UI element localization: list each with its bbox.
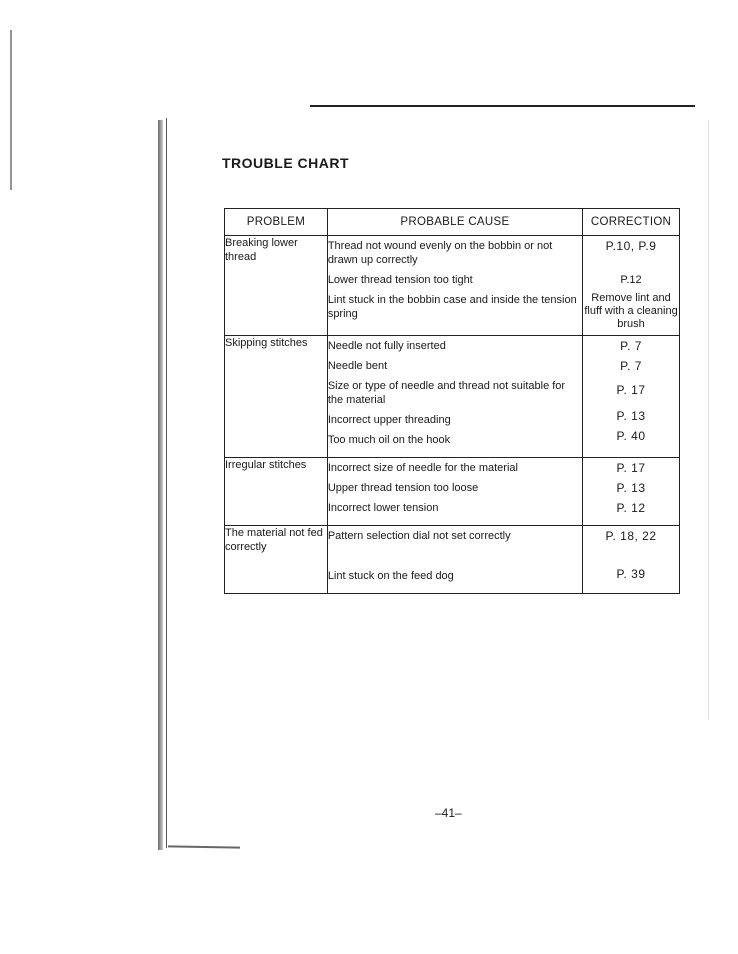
correction-cell (583, 526, 680, 594)
table-row (225, 236, 680, 336)
table-header-row (225, 209, 680, 236)
scan-artifact (10, 30, 12, 190)
cause-text: Size or type of needle and thread not suitable for the material (327, 380, 566, 406)
table-row (225, 336, 680, 458)
header-problem: PROBLEM (225, 209, 328, 236)
correction-text: P. 18, 22 (605, 529, 657, 543)
problem-cell: Irregular stitches (225, 458, 328, 526)
cause-text: Thread not wound evenly on the bobbin or not drawn up correctly (327, 240, 553, 266)
cause-text: Incorrect lower tension (327, 502, 439, 514)
cause-text: Upper thread tension too loose (327, 482, 479, 494)
top-rule (310, 105, 695, 107)
page-title: TROUBLE CHART (222, 155, 350, 171)
page-number: –41– (435, 806, 462, 820)
scan-binding-line (166, 118, 167, 848)
scan-binding-shadow (158, 120, 163, 850)
cause-text: Lower thread tension too tight (327, 274, 473, 286)
scan-artifact (708, 120, 709, 720)
cause-text: Too much oil on the hook (327, 434, 451, 446)
correction-text: Remove lint and fluff with a cleaning brush (584, 292, 678, 330)
cause-text: Incorrect upper threading (327, 414, 451, 426)
problem-cell: The material not fed correctly (225, 526, 328, 594)
correction-text: P. 17 (616, 383, 646, 397)
trouble-chart-table (224, 208, 680, 594)
cause-text: Needle bent (327, 360, 388, 372)
cause-text: Lint stuck in the bobbin case and inside the tension spring (327, 294, 577, 320)
cause-cell (327, 236, 582, 336)
correction-text: P. 13 (616, 409, 646, 423)
correction-cell (583, 458, 680, 526)
correction-cell (583, 236, 680, 336)
cause-text: Needle not fully inserted (327, 340, 446, 352)
header-correction: CORRECTION (583, 209, 680, 236)
scan-artifact (168, 845, 240, 848)
cause-cell (327, 458, 582, 526)
cause-text: Pattern selection dial not set correctly (327, 530, 511, 542)
table-row (225, 526, 680, 594)
correction-text: P. 13 (616, 481, 646, 495)
correction-text: P. 39 (616, 567, 646, 581)
correction-text: P. 40 (616, 429, 646, 443)
correction-cell (583, 336, 680, 458)
correction-text: P.12 (620, 274, 642, 286)
correction-text: P. 7 (620, 359, 642, 373)
table-row (225, 458, 680, 526)
cause-cell (327, 336, 582, 458)
correction-text: P. 7 (620, 339, 642, 353)
cause-cell (327, 526, 582, 594)
correction-text: P. 17 (616, 461, 646, 475)
correction-text: P. 12 (616, 501, 646, 515)
header-probable-cause: PROBABLE CAUSE (327, 209, 582, 236)
cause-text: Lint stuck on the feed dog (327, 570, 454, 582)
problem-cell: Skipping stitches (225, 336, 328, 458)
cause-text: Incorrect size of needle for the material (327, 462, 518, 474)
problem-cell: Breaking lower thread (225, 236, 328, 336)
correction-text: P.10, P.9 (605, 239, 657, 253)
